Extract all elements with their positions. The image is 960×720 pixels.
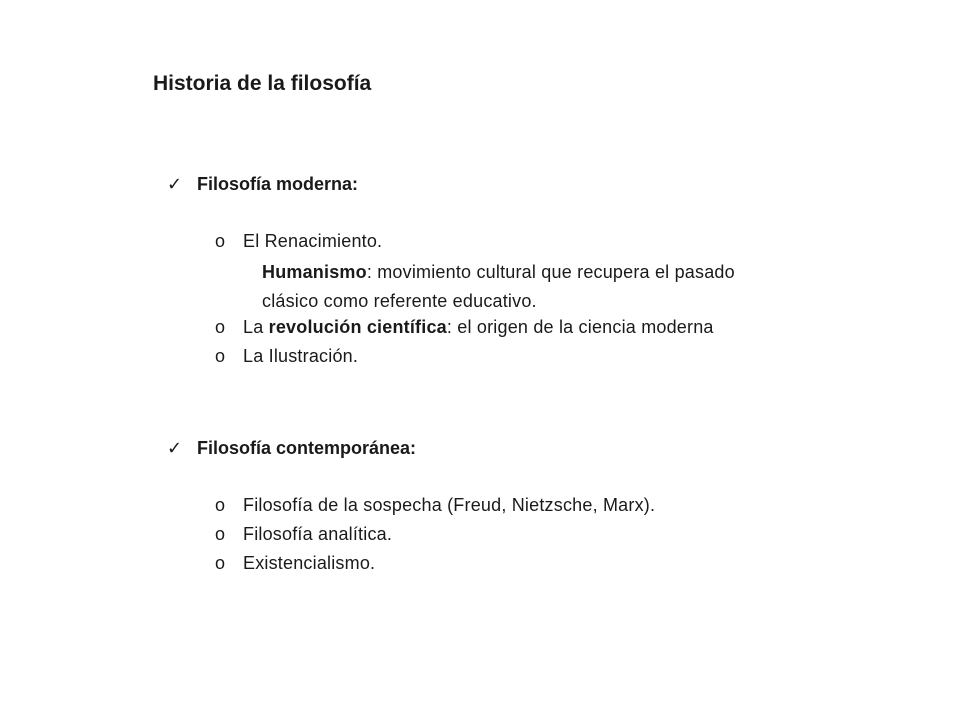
list-item-sospecha [215,495,655,516]
bullet-icon: o [215,231,226,251]
list-item-renacimiento [215,231,382,252]
item-text: Existencialismo. [243,553,376,573]
page-title: Historia de la filosofía [153,72,372,95]
bullet-icon: o [215,495,226,515]
humanismo-detail [262,258,862,316]
list-item-analitica [215,524,392,545]
item-text: El Renacimiento. [243,231,383,251]
bullet-icon: o [215,317,226,337]
item-text: Filosofía analítica. [243,524,393,544]
list-item-ilustracion [215,346,358,367]
section-heading-contemporanea [167,438,416,459]
item-rest: : el origen de la ciencia moderna [446,317,714,337]
list-item-revolucion [215,317,714,338]
term-revolucion-cientifica: revolución científica [268,317,447,337]
bullet-icon: o [215,346,226,366]
section-heading-moderna [167,174,358,195]
item-text: Filosofía de la sospecha (Freud, Nietzsche, Marx). [243,495,656,515]
item-text: La Ilustración. [243,346,359,366]
detail-text: : movimiento cultural que recupera el pasado [366,262,735,282]
section-title: Filosofía contemporánea: [197,438,417,458]
bullet-icon: o [215,524,226,544]
term-humanismo: Humanismo [262,262,367,282]
list-item-existencialismo [215,553,375,574]
checkmark-icon: ✓ [167,174,183,194]
detail-line-1 [262,258,862,287]
section-title: Filosofía moderna: [197,174,359,194]
bullet-icon: o [215,553,226,573]
checkmark-icon: ✓ [167,438,183,458]
detail-line-2: clásico como referente educativo. [262,291,537,311]
item-prefix: La [243,317,269,337]
